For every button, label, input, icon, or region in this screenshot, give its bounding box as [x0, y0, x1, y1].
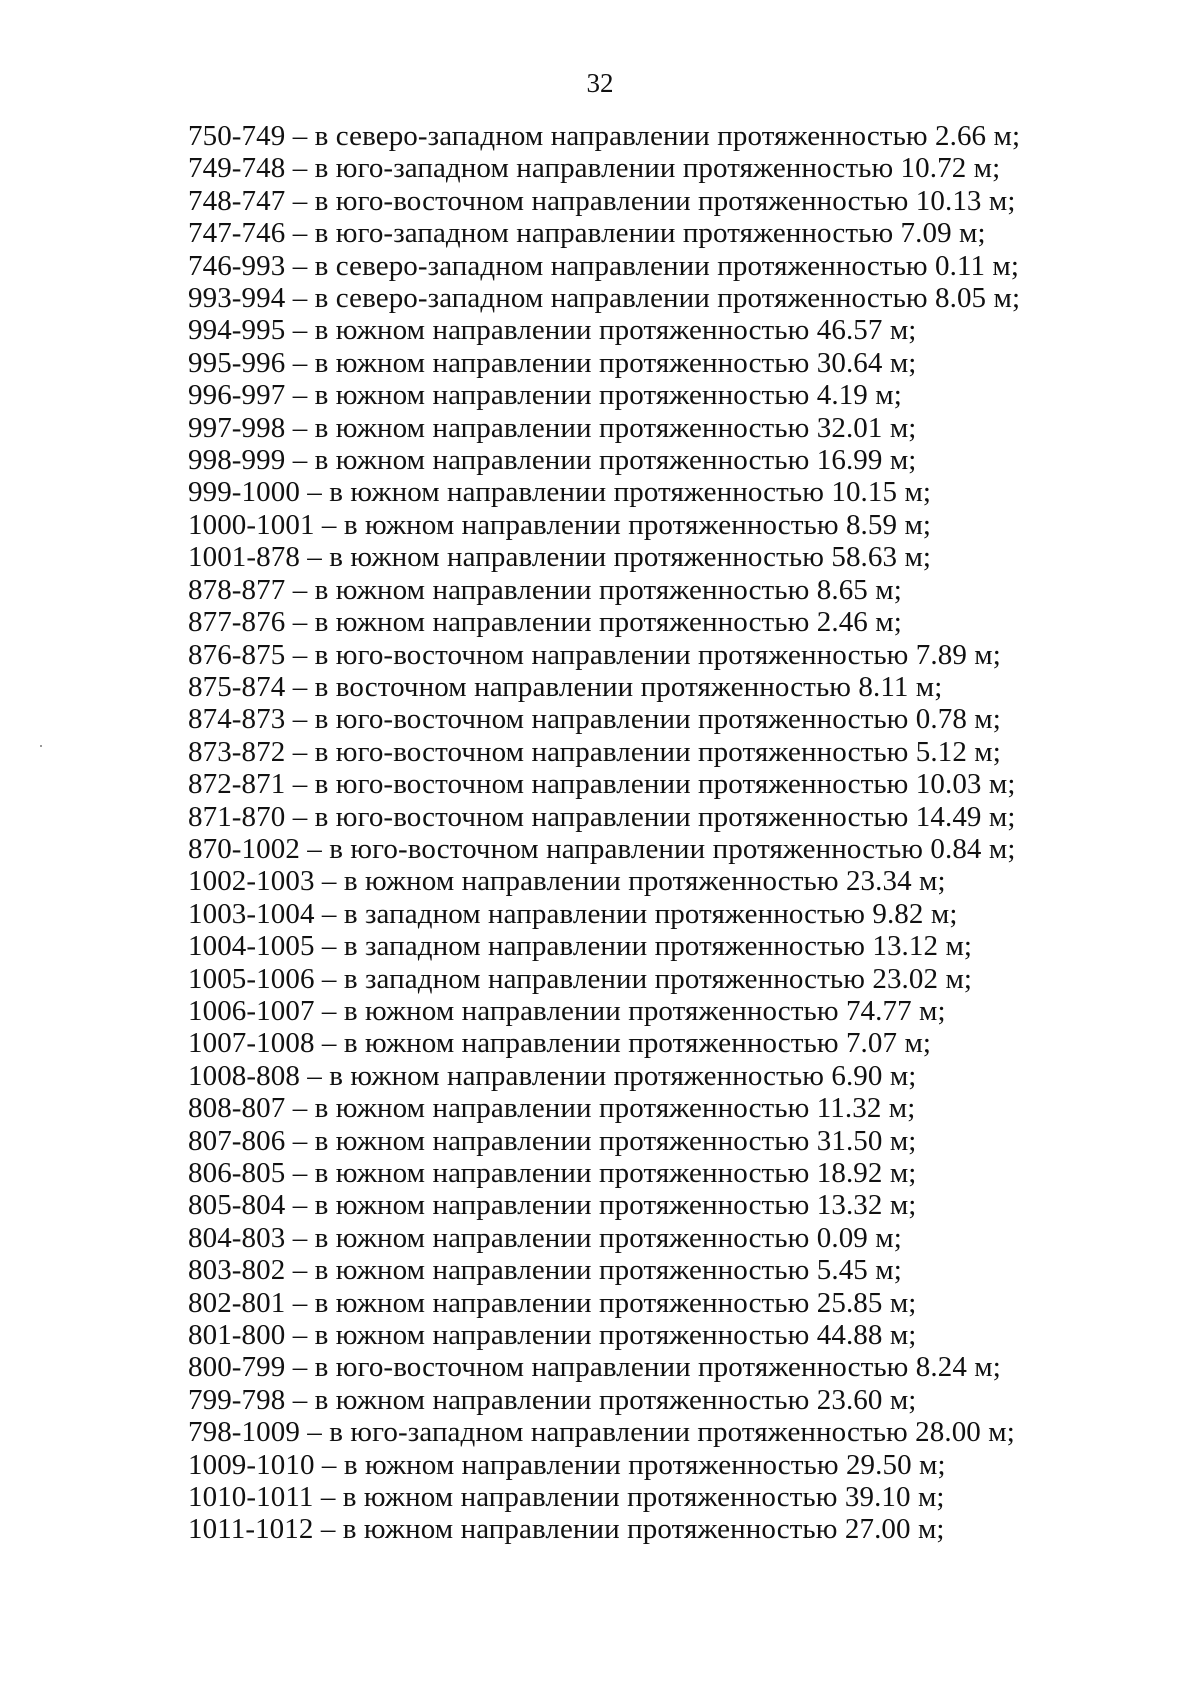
boundary-segment-line: 1010-1011 – в южном направлении протяженностью 39.10 м;: [188, 1481, 945, 1514]
boundary-segment-line: 750-749 – в северо-западном направлении протяженностью 2.66 м;: [188, 120, 1021, 152]
boundary-segment-line: 1001-878 – в южном направлении протяженностью 58.63 м;: [188, 541, 932, 574]
boundary-segment-line: 801-800 – в южном направлении протяженностью 44.88 м;: [188, 1319, 917, 1352]
boundary-segment-line: 806-805 – в южном направлении протяженностью 18.92 м;: [188, 1157, 917, 1189]
boundary-segment-line: 996-997 – в южном направлении протяженностью 4.19 м;: [188, 379, 902, 412]
boundary-segment-line: 1000-1001 – в южном направлении протяженностью 8.59 м;: [188, 508, 932, 541]
boundary-segment-line: 877-876 – в южном направлении протяженностью 2.46 м;: [188, 606, 902, 639]
boundary-segment-line: 870-1002 – в юго-восточном направлении протяженностью 0.84 м;: [188, 832, 1016, 865]
boundary-segment-line: 1005-1006 – в западном направлении протяженностью 23.02 м;: [188, 962, 973, 995]
boundary-segment-line: 804-803 – в южном направлении протяженностью 0.09 м;: [188, 1221, 902, 1254]
boundary-segment-line: 1003-1004 – в западном направлении протяженностью 9.82 м;: [188, 897, 958, 930]
boundary-segment-line: 1006-1007 – в южном направлении протяженностью 74.77 м;: [188, 994, 946, 1027]
boundary-segment-line: 999-1000 – в южном направлении протяженностью 10.15 м;: [188, 476, 932, 509]
boundary-segment-line: 800-799 – в юго-восточном направлении протяженностью 8.24 м;: [188, 1351, 1001, 1384]
boundary-segment-line: 1011-1012 – в южном направлении протяженностью 27.00 м;: [188, 1513, 945, 1546]
boundary-segment-line: 995-996 – в южном направлении протяженностью 30.64 м;: [188, 346, 917, 379]
boundary-segment-line: 871-870 – в юго-восточном направлении протяженностью 14.49 м;: [188, 800, 1016, 833]
boundary-segment-line: 1004-1005 – в западном направлении протяженностью 13.12 м;: [188, 930, 973, 963]
boundary-segment-line: 747-746 – в юго-западном направлении протяженностью 7.09 м;: [188, 217, 986, 250]
boundary-segment-line: 748-747 – в юго-восточном направлении протяженностью 10.13 м;: [188, 184, 1016, 217]
boundary-segment-line: 1008-808 – в южном направлении протяженностью 6.90 м;: [188, 1059, 917, 1092]
boundary-segment-line: 805-804 – в южном направлении протяженностью 13.32 м;: [188, 1189, 917, 1222]
boundary-segment-line: 878-877 – в южном направлении протяженностью 8.65 м;: [188, 573, 902, 606]
page-number: 32: [586, 68, 614, 98]
boundary-segment-line: 798-1009 – в юго-западном направлении протяженностью 28.00 м;: [188, 1416, 1015, 1449]
boundary-segment-line: 874-873 – в юго-восточном направлении протяженностью 0.78 м;: [188, 703, 1001, 736]
boundary-segment-line: 998-999 – в южном направлении протяженностью 16.99 м;: [188, 444, 917, 477]
scan-speck: [40, 745, 42, 747]
boundary-segment-line: 873-872 – в юго-восточном направлении протяженностью 5.12 м;: [188, 735, 1001, 768]
boundary-segment-line: 746-993 – в северо-западном направлении протяженностью 0.11 м;: [188, 249, 1020, 282]
boundary-segment-line: 872-871 – в юго-восточном направлении протяженностью 10.03 м;: [188, 768, 1016, 801]
boundary-segment-line: 994-995 – в южном направлении протяженностью 46.57 м;: [188, 314, 917, 347]
boundary-segment-line: 803-802 – в южном направлении протяженностью 5.45 м;: [188, 1254, 902, 1287]
boundary-segment-line: 993-994 – в северо-западном направлении протяженностью 8.05 м;: [188, 282, 1021, 315]
boundary-segment-line: 807-806 – в южном направлении протяженностью 31.50 м;: [188, 1124, 917, 1157]
boundary-segment-line: 1007-1008 – в южном направлении протяженностью 7.07 м;: [188, 1027, 932, 1060]
boundary-segment-list: [188, 120, 1020, 1546]
boundary-segment-line: 802-801 – в южном направлении протяженностью 25.85 м;: [188, 1286, 917, 1319]
boundary-segment-line: 997-998 – в южном направлении протяженностью 32.01 м;: [188, 411, 917, 444]
boundary-segment-line: 1009-1010 – в южном направлении протяженностью 29.50 м;: [188, 1448, 946, 1481]
boundary-segment-line: 749-748 – в юго-западном направлении протяженностью 10.72 м;: [188, 152, 1001, 185]
boundary-segment-line: 1002-1003 – в южном направлении протяженностью 23.34 м;: [188, 865, 946, 898]
boundary-segment-line: 808-807 – в южном направлении протяженностью 11.32 м;: [188, 1092, 916, 1125]
boundary-segment-line: 876-875 – в юго-восточном направлении протяженностью 7.89 м;: [188, 638, 1001, 671]
boundary-segment-line: 799-798 – в южном направлении протяженностью 23.60 м;: [188, 1383, 917, 1416]
boundary-segment-line: 875-874 – в восточном направлении протяженностью 8.11 м;: [188, 670, 943, 703]
